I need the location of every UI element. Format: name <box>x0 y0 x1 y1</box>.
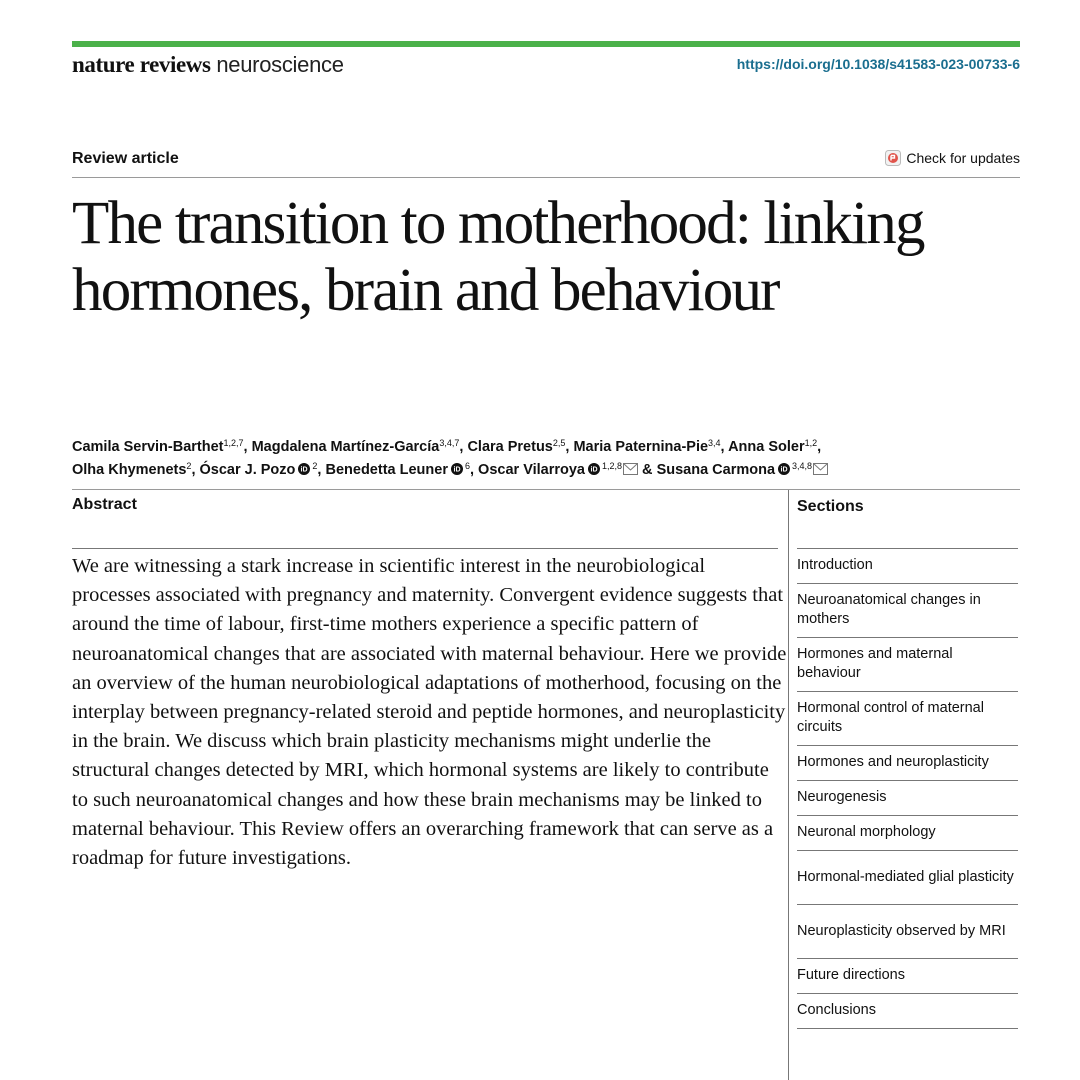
section-link[interactable]: Future directions <box>797 959 1018 994</box>
author-name[interactable]: Anna Soler <box>728 439 805 455</box>
orcid-icon[interactable] <box>298 463 310 475</box>
author-affiliation: 1,2,8 <box>602 461 623 471</box>
article-title: The transition to motherhood: linking hormones, brain and behaviour <box>72 190 924 324</box>
doi-link[interactable]: https://doi.org/10.1038/s41583-023-00733-6 <box>736 56 1020 72</box>
author-name[interactable]: Oscar Vilarroya <box>478 462 585 478</box>
abstract-heading: Abstract <box>72 496 137 513</box>
author-affiliation: 6 <box>464 461 470 471</box>
abstract-divider <box>72 548 778 549</box>
abstract-text: We are witnessing a stark increase in scientific interest in the neurobiological processes associated with pregnancy and maternity. Convergent evidence suggests that around the time of labour, first-time mothers experience a specific pattern of neuroanatomical changes that are associated with maternal behaviour. Here we provide an overview of the human neurobiological adaptations of motherhood, focusing on the interplay between pregnancy-related steroid and peptide hormones, and neuroplasticity in the brain. We discuss which brain plasticity mechanisms might underlie the structural changes detected by MRI, which hormonal systems are likely to contribute to such neuroanatomical changes and how these brain mechanisms may be linked to maternal behaviour. This Review offers an overarching framework that can serve as a roadmap for future investigations. <box>72 555 787 870</box>
section-link[interactable]: Hormones and maternal behaviour <box>797 638 1018 692</box>
header-divider <box>72 177 1020 178</box>
author-name[interactable]: Magdalena Martínez-García <box>251 439 440 455</box>
section-link[interactable]: Neuronal morphology <box>797 816 1018 851</box>
author-name[interactable]: Óscar J. Pozo <box>199 462 296 478</box>
section-link[interactable]: Introduction <box>797 549 1018 584</box>
header-accent-rule <box>72 41 1020 47</box>
check-for-updates-button[interactable] <box>885 150 1020 166</box>
author-name[interactable]: Clara Pretus <box>467 439 553 455</box>
author-affiliation: 3,4,8 <box>792 461 813 471</box>
author-name[interactable]: Susana Carmona <box>656 462 776 478</box>
section-link[interactable]: Hormonal control of maternal circuits <box>797 692 1018 746</box>
check-updates-icon <box>885 150 901 166</box>
svg-text:iD: iD <box>780 466 788 474</box>
column-divider <box>788 490 789 1080</box>
check-for-updates-label: Check for updates <box>906 150 1020 166</box>
journal-masthead[interactable] <box>72 52 344 78</box>
author-affiliation: 1,2 <box>804 438 818 448</box>
svg-text:iD: iD <box>590 466 598 474</box>
author-affiliation: 3,4,7 <box>439 438 460 448</box>
svg-text:iD: iD <box>300 466 308 474</box>
author-affiliation: 2 <box>312 461 318 471</box>
svg-text:iD: iD <box>453 466 461 474</box>
orcid-icon[interactable] <box>451 463 463 475</box>
section-link[interactable]: Neuroanatomical changes in mothers <box>797 584 1018 638</box>
author-affiliation: 2,5 <box>552 438 566 448</box>
section-link[interactable]: Hormones and neuroplasticity <box>797 746 1018 781</box>
sections-list <box>797 548 1018 1029</box>
masthead-journal: neuroscience <box>216 52 344 77</box>
masthead-brand: nature reviews <box>72 52 211 77</box>
article-type: Review article <box>72 150 179 167</box>
author-name[interactable]: Camila Servin-Barthet <box>72 439 224 455</box>
orcid-icon[interactable] <box>778 463 790 475</box>
email-icon[interactable] <box>623 463 638 475</box>
sections-heading: Sections <box>797 498 864 515</box>
author-list: Camila Servin-Barthet$^{1,2,7}$, Magdalena Martínez-García$^{3,4,7}$, Clara Pretus$^{2,5}$, Maria Paternina-Pie$^{3,4}$, Anna Soler$^{1,2}$, Olha Khymenets$^2$, Óscar J. Pozo iD $^2$, Benedetta Leuner iD $^6$, Oscar Vilarroya iD $^{1,2,8}$ & Susana Carmona iD $^{3,4,8}$ <box>72 436 1002 482</box>
section-link[interactable]: Hormonal-mediated glial plasticity <box>797 851 1018 905</box>
section-link[interactable]: Neurogenesis <box>797 781 1018 816</box>
orcid-icon[interactable] <box>588 463 600 475</box>
author-affiliation: 3,4 <box>708 438 721 448</box>
author-affiliation: 1,2,7 <box>223 438 244 448</box>
email-icon[interactable] <box>813 463 828 475</box>
author-affiliation: 2 <box>186 461 192 471</box>
section-link[interactable]: Conclusions <box>797 994 1018 1029</box>
author-name[interactable]: Benedetta Leuner <box>325 462 448 478</box>
author-name[interactable]: Olha Khymenets <box>72 462 187 478</box>
author-name[interactable]: Maria Paternina-Pie <box>573 439 709 455</box>
section-link[interactable]: Neuroplasticity observed by MRI <box>797 905 1018 959</box>
authors-divider <box>72 489 1020 490</box>
